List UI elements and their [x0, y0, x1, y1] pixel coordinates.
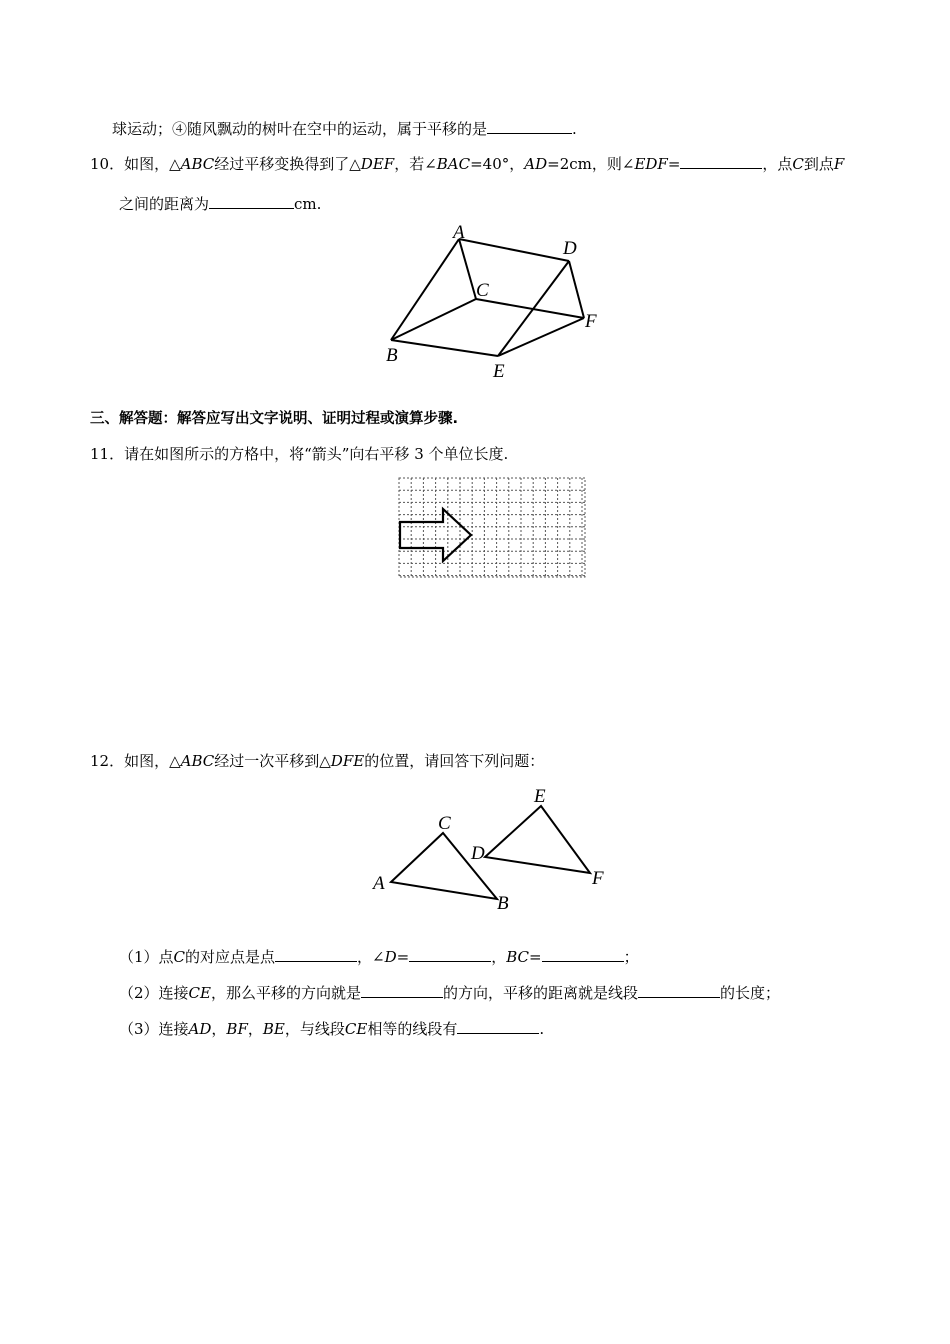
q12-part3: [119, 1017, 544, 1039]
q9-end: .: [572, 120, 577, 138]
q10-prefix: 10．如图，△: [90, 155, 181, 173]
q11-grid-figure[interactable]: [398, 477, 586, 578]
q10-unit: cm.: [294, 195, 322, 213]
q11-text: 11．请在如图所示的方格中，将“箭头”向右平移 3 个单位长度.: [90, 445, 509, 463]
q12-p1-c: C: [173, 948, 186, 966]
q12-suffix: 的位置，请回答下列问题：: [364, 752, 545, 770]
q12-p1-sep1: ，∠: [357, 948, 385, 966]
q12-p1-end: ；: [623, 948, 639, 966]
q9-text: 球运动；④随风飘动的树叶在空中的运动，属于平移的是: [112, 120, 488, 138]
grid-lines: [399, 478, 585, 577]
q10-ad-value: =2cm，则∠: [547, 155, 635, 173]
q12-p1-blank2[interactable]: [409, 945, 491, 962]
q12-p1-a: （1）点: [119, 948, 174, 966]
q12-p2-a: （2）连接: [119, 984, 189, 1002]
edge-de: [498, 261, 569, 356]
grid-border: [399, 478, 585, 577]
edge-ef: [498, 318, 584, 356]
section3-title: 三、解答题：解答应写出文字说明、证明过程或演算步骤: [90, 411, 453, 427]
edge-ad: [459, 239, 569, 261]
q12-prefix: 12．如图，△: [90, 752, 181, 770]
q10-mid1: 经过平移变换得到了△: [214, 155, 361, 173]
q10-line2-text: 之间的距离为: [119, 195, 210, 213]
q12-p3-a: （3）连接: [119, 1020, 189, 1038]
q12-p1-b: 的对应点是点: [185, 948, 276, 966]
q10-eq: =: [667, 155, 681, 173]
q10-distance-blank[interactable]: [209, 192, 294, 209]
edge-cf: [476, 299, 584, 318]
label-c: C: [476, 280, 489, 301]
edge-ab: [391, 239, 459, 340]
label-b: B: [386, 345, 398, 366]
label-f: F: [585, 311, 597, 332]
q12-dfe: DFE: [330, 752, 365, 770]
label-d: D: [563, 238, 577, 259]
label-a: A: [453, 222, 465, 243]
q12-part1: [119, 945, 639, 967]
q12-p1-sep2: ，: [491, 948, 507, 966]
q10-bac: BAC: [436, 155, 471, 173]
q12-part2: [119, 981, 780, 1003]
q12-p3-ad: AD: [188, 1020, 212, 1038]
q12-p1-eq2: =: [529, 948, 542, 966]
q10-prism-figure: [380, 222, 610, 382]
q12-p3-end: .: [539, 1020, 545, 1038]
label-e: E: [534, 786, 546, 807]
q12-p2-c: 的方向，平移的距离就是线段: [443, 984, 639, 1002]
q10-mid2: ，若∠: [394, 155, 437, 173]
q12-triangles-figure: [370, 785, 620, 915]
q12-p3-blank[interactable]: [457, 1017, 539, 1034]
edge-df: [569, 261, 584, 318]
q10-def: DEF: [360, 155, 395, 173]
q12-p2-b: ，那么平移的方向就是: [210, 984, 361, 1002]
q9-answer-blank[interactable]: [487, 117, 572, 134]
q12-p3-be: BE: [262, 1020, 285, 1038]
q10-line2: [119, 192, 321, 214]
q11-line: [90, 444, 508, 464]
q10-after: ，点: [762, 155, 793, 173]
q10-to-point: 到点: [803, 155, 834, 173]
q12-p1-d: D: [384, 948, 397, 966]
triangles: [391, 806, 590, 899]
q10-abc: ABC: [180, 155, 215, 173]
q10-point-c: C: [792, 155, 804, 173]
triangle-dfe: [485, 806, 590, 873]
q10-angle-blank[interactable]: [680, 152, 762, 169]
q12-p3-bf: BF: [226, 1020, 248, 1038]
q12-p3-c: 相等的线段有: [367, 1020, 458, 1038]
label-d: D: [471, 843, 485, 864]
q12-p1-blank3[interactable]: [542, 945, 624, 962]
q12-p2-ce: CE: [188, 984, 211, 1002]
q12-p1-bc: BC: [506, 948, 530, 966]
section3-end: .: [452, 411, 459, 427]
label-c: C: [438, 813, 451, 834]
q12-p3-b: ，与线段: [284, 1020, 345, 1038]
q12-mid: 经过一次平移到△: [214, 752, 331, 770]
edge-ac: [459, 239, 476, 299]
q12-line: [90, 751, 544, 771]
q12-p3-sep1: ，: [211, 1020, 227, 1038]
label-e: E: [493, 361, 505, 382]
q12-abc: ABC: [180, 752, 215, 770]
q10-point-f: F: [833, 155, 845, 173]
q12-p1-eq1: =: [396, 948, 410, 966]
section3-heading: [90, 409, 458, 429]
q10-angle-value: =40°，: [470, 155, 525, 173]
q10-ad: AD: [524, 155, 548, 173]
q12-p3-sep2: ，: [247, 1020, 263, 1038]
q12-p3-ce: CE: [344, 1020, 368, 1038]
label-b: B: [497, 893, 509, 914]
q10-line1: [90, 152, 844, 174]
q12-p2-blank2[interactable]: [638, 981, 720, 998]
q12-p2-d: 的长度；: [720, 984, 781, 1002]
q12-p2-blank1[interactable]: [361, 981, 443, 998]
q9-line: [112, 117, 577, 139]
q12-p1-blank1[interactable]: [275, 945, 357, 962]
label-a: A: [373, 873, 385, 894]
q10-edf: EDF: [634, 155, 668, 173]
label-f: F: [592, 868, 604, 889]
edge-be: [391, 340, 498, 356]
